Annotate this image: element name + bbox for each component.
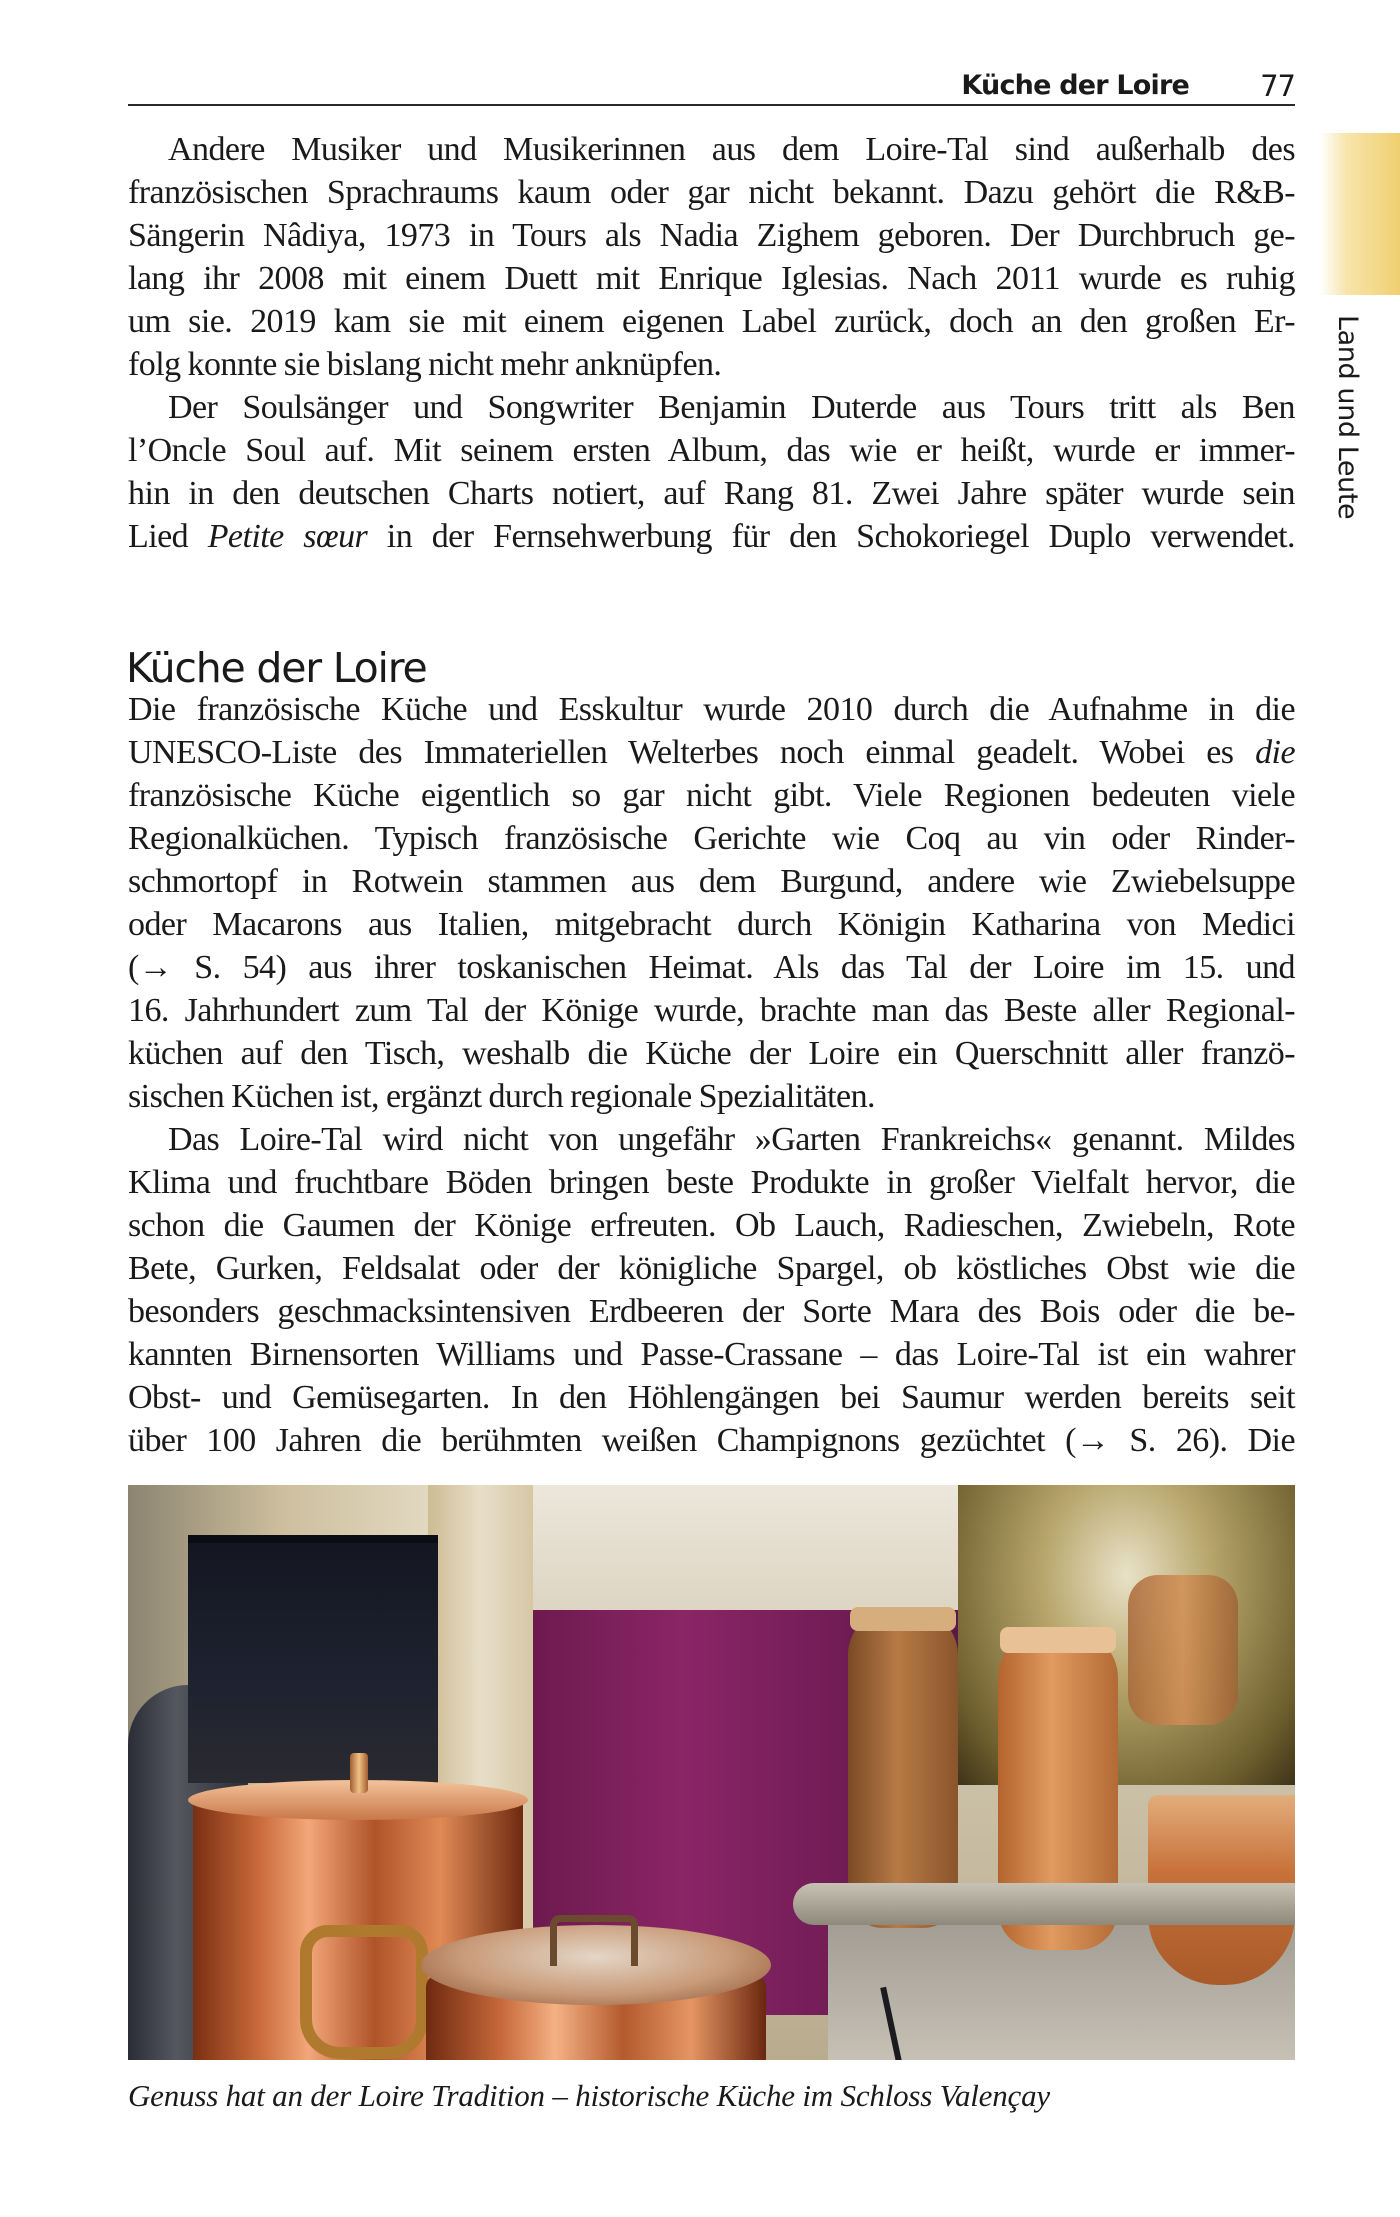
text-line: Der Soulsänger und Songwriter Benjamin Duterde aus Tours tritt als Ben	[168, 389, 1295, 426]
photo-terracotta-jar	[848, 1610, 958, 1928]
text-line: Das Loire-Tal wird nicht von ungefähr »Garten Frankreichs« genannt. Mildes	[168, 1121, 1295, 1158]
photo-lid-handle	[550, 1915, 638, 1966]
text-line: l’Oncle Soul auf. Mit seinem ersten Album, das wie er heißt, wurde er immer-	[128, 432, 1295, 469]
photo-mirror-jar-reflection	[1128, 1575, 1238, 1725]
text-line: besonders geschmacksintensiven Erdbeeren der Sorte Mara des Bois oder die be-	[128, 1293, 1295, 1330]
photo-lid-knob	[350, 1753, 368, 1793]
text-segment: in der Fernsehwerbung für den Schokoriegel Duplo verwendet.	[367, 518, 1295, 555]
text-line: hin in den deutschen Charts notiert, auf Rang 81. Zwei Jahre später wurde sein	[128, 475, 1295, 512]
text-line: französische Küche eigentlich so gar nicht gibt. Viele Regionen bedeuten viele	[128, 777, 1295, 814]
text-line: französischen Sprachraums kaum oder gar nicht bekannt. Dazu gehört die R&B-	[128, 174, 1295, 211]
text-line: (→ S. 54) aus ihrer toskanischen Heimat. Als das Tal der Loire im 15. und	[128, 949, 1295, 986]
text-line: 16. Jahrhundert zum Tal der Könige wurde, brachte man das Beste aller Regional-	[128, 992, 1295, 1029]
text-line	[128, 515, 1295, 558]
photo-stove-hood	[188, 1535, 438, 1783]
photo-shelf-top	[793, 1883, 1295, 1925]
kitchen-photo	[128, 1485, 1295, 2060]
text-line: küchen auf den Tisch, weshalb die Küche der Loire ein Querschnitt aller franzö-	[128, 1035, 1295, 1072]
header-rule	[128, 104, 1295, 106]
emphasis: die	[1255, 734, 1295, 771]
running-title: Küche der Loire	[961, 70, 1189, 101]
text-line: Klima und fruchtbare Böden bringen beste Produkte in großer Vielfalt hervor, die	[128, 1164, 1295, 1201]
chapter-side-label: Land und Leute	[1332, 315, 1363, 520]
photo-wall-upper	[533, 1485, 958, 1613]
text-line	[128, 731, 1295, 774]
text-line: um sie. 2019 kam sie mit einem eigenen Label zurück, doch an den großen Er-	[128, 303, 1295, 340]
chapter-tab-marker	[1320, 133, 1400, 295]
text-line: Andere Musiker und Musikerinnen aus dem Loire-Tal sind außerhalb des	[168, 131, 1295, 168]
text-line: Die französische Küche und Esskultur wurde 2010 durch die Aufnahme in die	[128, 691, 1295, 728]
text-line: lang ihr 2008 mit einem Duett mit Enrique Iglesias. Nach 2011 wurde es ruhig	[128, 260, 1295, 297]
text-line: über 100 Jahren die berühmten weißen Champignons gezüchtet (→ S. 26). Die	[128, 1422, 1295, 1459]
page-number: 77	[1260, 69, 1295, 103]
text-line: Bete, Gurken, Feldsalat oder der königliche Spargel, ob köstliches Obst wie die	[128, 1250, 1295, 1287]
text-line: Sängerin Nâdiya, 1973 in Tours als Nadia Zighem geboren. Der Durchbruch ge-	[128, 217, 1295, 254]
text-line: Obst- und Gemüsegarten. In den Höhlengängen bei Saumur werden bereits seit	[128, 1379, 1295, 1416]
song-title: Petite sœur	[207, 518, 368, 555]
text-line: oder Macarons aus Italien, mitgebracht durch Königin Katharina von Medici	[128, 906, 1295, 943]
text-line: folg konnte sie bislang nicht mehr anknüpfen.	[128, 346, 722, 383]
photo-brass-handle	[300, 1925, 428, 2059]
text-line: kannten Birnensorten Williams und Passe-Crassane – das Loire-Tal ist ein wahrer	[128, 1336, 1295, 1373]
text-line: schon die Gaumen der Könige erfreuten. Ob Lauch, Radieschen, Zwiebeln, Rote	[128, 1207, 1295, 1244]
text-segment: UNESCO-Liste des Immateriellen Welterbes noch einmal geadelt. Wobei es	[128, 734, 1256, 771]
section-heading: Küche der Loire	[126, 644, 427, 693]
text-line: Regionalküchen. Typisch französische Gerichte wie Coq au vin oder Rinder-	[128, 820, 1295, 857]
text-line: sischen Küchen ist, ergänzt durch regionale Spezialitäten.	[128, 1078, 875, 1115]
photo-jar-lid	[1000, 1627, 1116, 1653]
text-line: schmortopf in Rotwein stammen aus dem Burgund, andere wie Zwiebelsuppe	[128, 863, 1295, 900]
photo-jar-lid	[850, 1607, 956, 1631]
figure-caption: Genuss hat an der Loire Tradition – historische Küche im Schloss Valençay	[128, 2078, 1050, 2113]
text-segment: Lied	[128, 518, 208, 555]
